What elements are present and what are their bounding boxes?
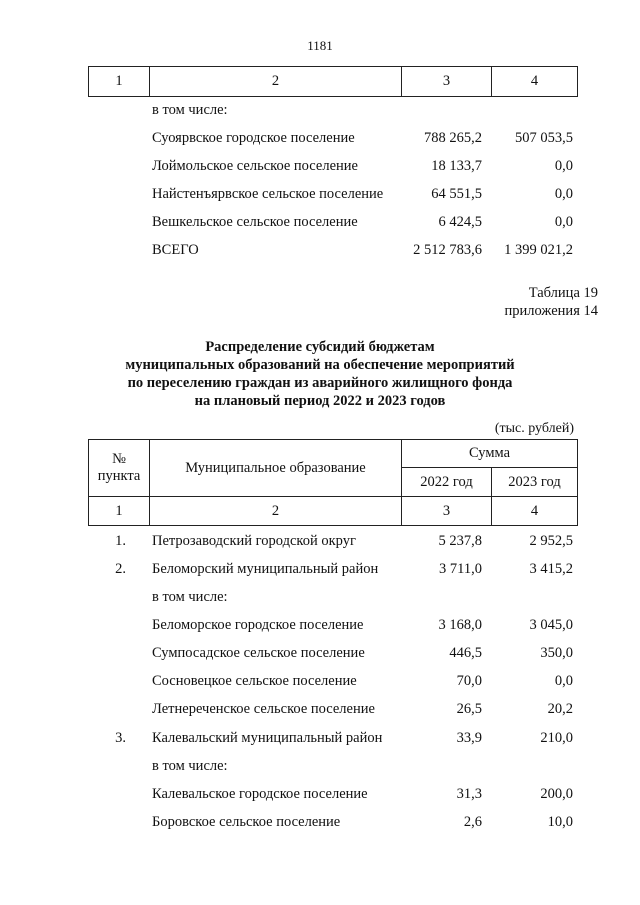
row-name: Суоярвское городское поселение [152, 130, 355, 146]
header-sum: Сумма [402, 440, 578, 468]
row-value-2022: 31,3 [456, 786, 482, 802]
row-name: Боровское сельское поселение [152, 814, 341, 830]
row-value-2023: 0,0 [554, 673, 573, 689]
table-row [0, 558, 640, 580]
table-row [0, 127, 640, 149]
row-value-4: 0,0 [554, 158, 573, 174]
row-name: Петрозаводский городской округ [152, 533, 356, 549]
row-value-2023: 210,0 [540, 730, 573, 746]
row-name: Калевальский муниципальный район [152, 730, 383, 746]
table19-header [88, 439, 578, 526]
row-name: Лоймольское сельское поселение [152, 158, 358, 174]
table-row [0, 530, 640, 552]
header-index-4: 4 [492, 497, 578, 526]
table-row [0, 99, 640, 121]
table-row [0, 670, 640, 692]
row-name: в том числе: [152, 102, 228, 118]
table-row [0, 642, 640, 664]
row-number: 1. [115, 533, 126, 549]
header-index-3: 3 [402, 497, 492, 526]
units-label: (тыс. рублей) [494, 421, 574, 436]
table-row [0, 183, 640, 205]
row-value-2022: 3 711,0 [439, 561, 482, 577]
header-col-4: 4 [492, 67, 578, 97]
row-name: Найстенъярвское сельское поселение [152, 186, 384, 202]
top-table-header [88, 66, 578, 97]
row-value-4: 1 399 021,2 [504, 242, 573, 258]
row-number: 3. [115, 730, 126, 746]
header-municipality: Муниципальное образование [150, 440, 402, 497]
row-value-2023: 200,0 [540, 786, 573, 802]
table-row [0, 211, 640, 233]
row-name: Сосновецкое сельское поселение [152, 673, 357, 689]
row-value-4: 0,0 [554, 214, 573, 230]
table-row [0, 586, 640, 608]
row-name: ВСЕГО [152, 242, 199, 258]
row-value-2023: 350,0 [540, 645, 573, 661]
appendix-reference: приложения 14 [504, 303, 598, 319]
header-index-2: 2 [150, 497, 402, 526]
header-year-2022: 2022 год [402, 468, 492, 497]
row-value-2022: 446,5 [449, 645, 482, 661]
table-row [0, 698, 640, 720]
row-name: в том числе: [152, 758, 228, 774]
row-name: Вешкельское сельское поселение [152, 214, 358, 230]
table-row [0, 614, 640, 636]
header-col-1: 1 [89, 67, 150, 97]
row-name: Сумпосадское сельское поселение [152, 645, 365, 661]
header-number: № пункта [89, 440, 150, 497]
table-row [0, 811, 640, 833]
header-col-2: 2 [150, 67, 402, 97]
row-value-3: 64 551,5 [431, 186, 482, 202]
header-col-3: 3 [402, 67, 492, 97]
table-row [0, 727, 640, 749]
row-value-4: 507 053,5 [515, 130, 573, 146]
row-value-3: 6 424,5 [438, 214, 482, 230]
row-value-2022: 70,0 [456, 673, 482, 689]
row-value-3: 18 133,7 [431, 158, 482, 174]
header-index-1: 1 [89, 497, 150, 526]
row-number: 2. [115, 561, 126, 577]
row-value-2022: 3 168,0 [438, 617, 482, 633]
table-title-line: муниципальных образований на обеспечение мероприятий [125, 357, 515, 373]
table-row [0, 155, 640, 177]
row-value-2022: 33,9 [456, 730, 482, 746]
row-value-2022: 26,5 [456, 701, 482, 717]
row-name: Беломорский муниципальный район [152, 561, 379, 577]
row-value-3: 788 265,2 [424, 130, 482, 146]
row-value-4: 0,0 [554, 186, 573, 202]
row-name: Беломорское городское поселение [152, 617, 364, 633]
row-value-2023: 3 045,0 [529, 617, 573, 633]
row-value-2023: 10,0 [547, 814, 573, 830]
table-row [0, 755, 640, 777]
header-year-2023: 2023 год [492, 468, 578, 497]
row-value-2023: 3 415,2 [529, 561, 573, 577]
table-title-line: на плановый период 2022 и 2023 годов [194, 393, 446, 409]
row-name: Калевальское городское поселение [152, 786, 368, 802]
table-row-total [0, 239, 640, 261]
row-name: Летнереченское сельское поселение [152, 701, 375, 717]
page-number: 1181 [307, 38, 333, 53]
table-number: Таблица 19 [528, 285, 598, 301]
table-row [0, 783, 640, 805]
row-name: в том числе: [152, 589, 228, 605]
row-value-3: 2 512 783,6 [413, 242, 482, 258]
row-value-2023: 20,2 [547, 701, 573, 717]
table-title-line: по переселению граждан из аварийного жилищного фонда [127, 375, 513, 391]
table-title-line: Распределение субсидий бюджетам [205, 339, 435, 355]
row-value-2022: 2,6 [463, 814, 482, 830]
row-value-2023: 2 952,5 [529, 533, 573, 549]
row-value-2022: 5 237,8 [438, 533, 482, 549]
